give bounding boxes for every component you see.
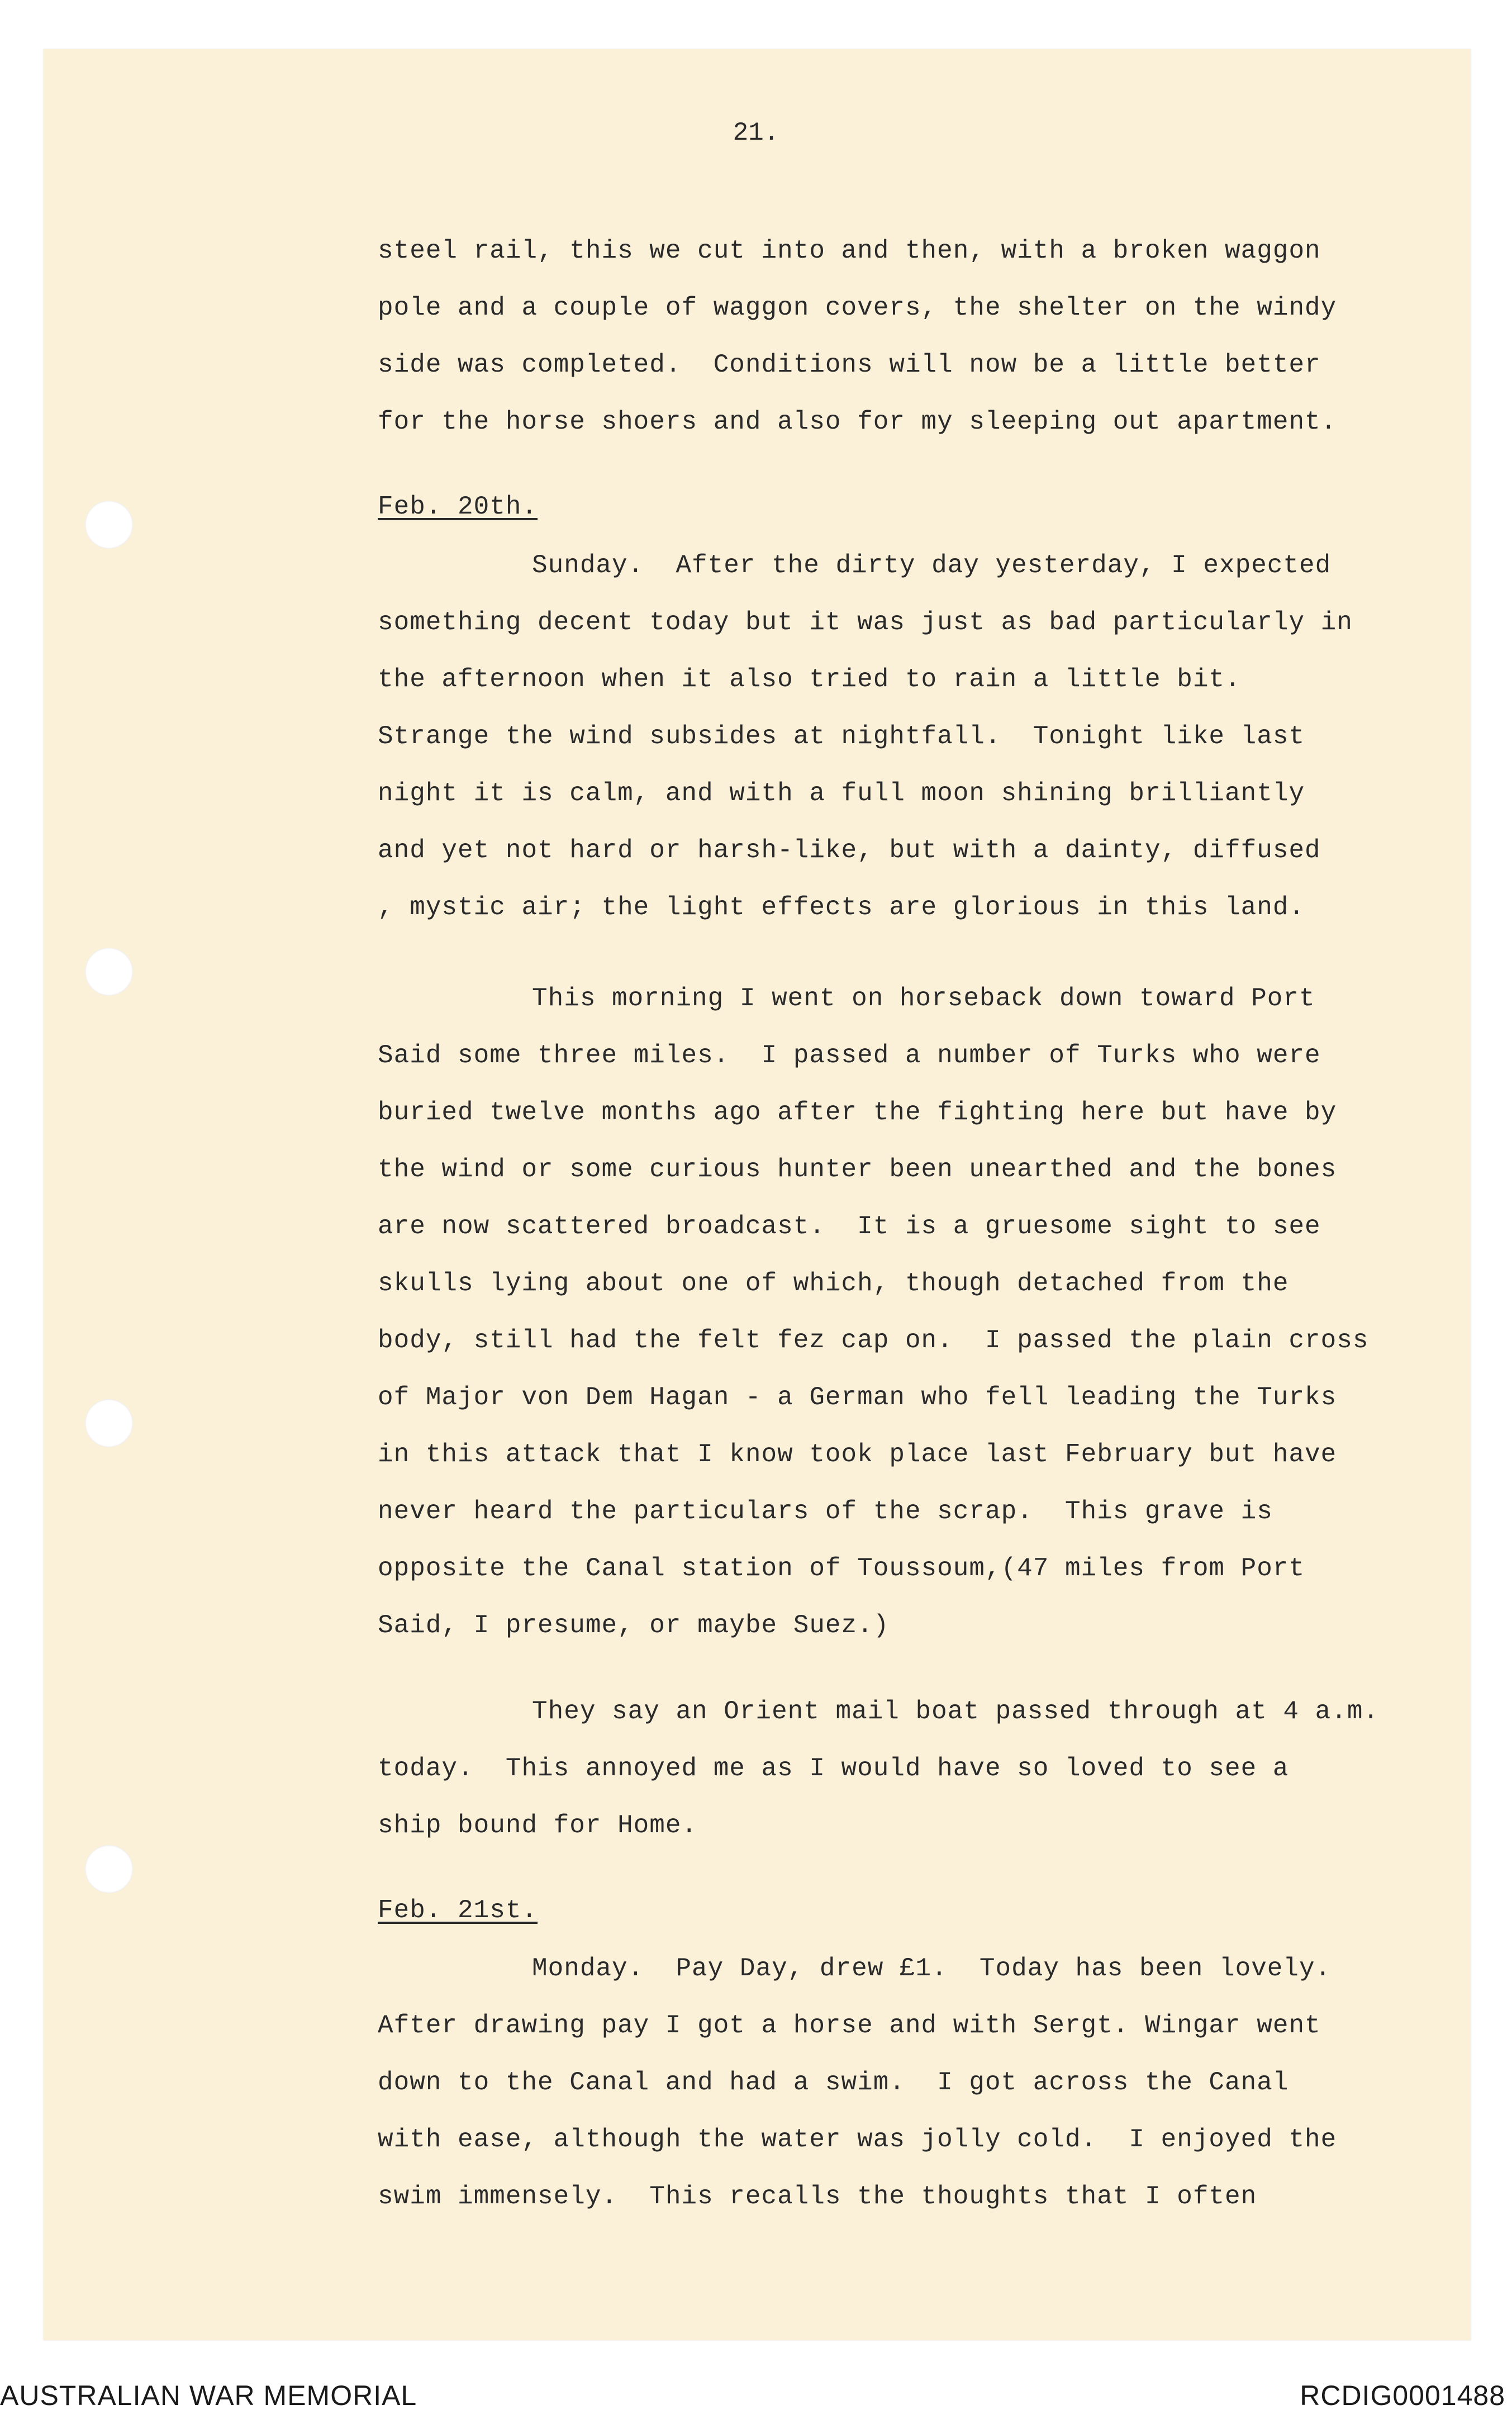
text-line: After drawing pay I got a horse and with Sergt. Wingar went [378,2011,1321,2040]
paragraph-sunday [378,537,1473,936]
text-line: Sunday. After the dirty day yesterday, I expected [532,551,1332,580]
text-line: body, still had the felt fez cap on. I passed the plain cross [378,1326,1369,1355]
text-line: swim immensely. This recalls the thoughts that I often [378,2182,1257,2211]
text-line: They say an Orient mail boat passed through at 4 a.m. [532,1697,1380,1726]
text-line: in this attack that I know took place last February but have [378,1440,1337,1469]
text-line: Monday. Pay Day, drew £1. Today has been lovely. [532,1954,1332,1983]
footer-institution: AUSTRALIAN WAR MEMORIAL [0,2380,417,2411]
text-line: the afternoon when it also tried to rain a little bit. [378,665,1241,694]
entry-date: Feb. 21st. [378,1896,538,1925]
text-line: the wind or some curious hunter been unearthed and the bones [378,1155,1337,1184]
text-line: steel rail, this we cut into and then, with a broken waggon [378,236,1321,265]
entry-date-feb-21 [378,1882,1473,1939]
text-line: Strange the wind subsides at nightfall. Tonight like last [378,722,1305,751]
text-line: and yet not hard or harsh-like, but with a dainty, diffused [378,836,1321,865]
text-line: side was completed. Conditions will now be a little better [378,350,1321,379]
text-line: buried twelve months ago after the fighting here but have by [378,1098,1337,1127]
text-line: with ease, although the water was jolly cold. I enjoyed the [378,2125,1337,2154]
text-line: today. This annoyed me as I would have so loved to see a [378,1754,1289,1783]
footer-record-id: RCDIG0001488 [1300,2380,1505,2411]
text-line: Said some three miles. I passed a number of Turks who were [378,1041,1321,1070]
punch-hole [85,1845,133,1893]
entry-date: Feb. 20th. [378,492,538,521]
text-line: skulls lying about one of which, though detached from the [378,1269,1289,1298]
text-line: never heard the particulars of the scrap. This grave is [378,1497,1273,1526]
text-line: of Major von Dem Hagan - a German who fell leading the Turks [378,1383,1337,1412]
page-number: 21. [733,118,779,148]
paragraph-monday [378,1940,1473,2225]
text-line: opposite the Canal station of Toussoum,(47 miles from Port [378,1554,1305,1583]
text-line: pole and a couple of waggon covers, the shelter on the windy [378,293,1337,322]
text-line: down to the Canal and had a swim. I got across the Canal [378,2068,1289,2097]
punch-hole [85,1399,133,1447]
text-line: Said, I presume, or maybe Suez.) [378,1611,890,1640]
text-line: are now scattered broadcast. It is a gruesome sight to see [378,1212,1321,1241]
paragraph-continuation [378,222,1473,450]
text-line: for the horse shoers and also for my sleeping out apartment. [378,407,1337,436]
text-line: ship bound for Home. [378,1811,698,1840]
punch-hole [85,948,133,996]
text-line: something decent today but it was just as bad particularly in [378,608,1353,637]
text-line: night it is calm, and with a full moon shining brilliantly [378,779,1305,808]
entry-date-feb-20 [378,478,1473,535]
paragraph-mail-boat [378,1683,1473,1854]
text-line: , mystic air; the light effects are glorious in this land. [378,893,1305,922]
text-line: This morning I went on horseback down toward Port [532,984,1315,1013]
punch-hole [85,501,133,549]
paragraph-horseback [378,970,1473,1654]
